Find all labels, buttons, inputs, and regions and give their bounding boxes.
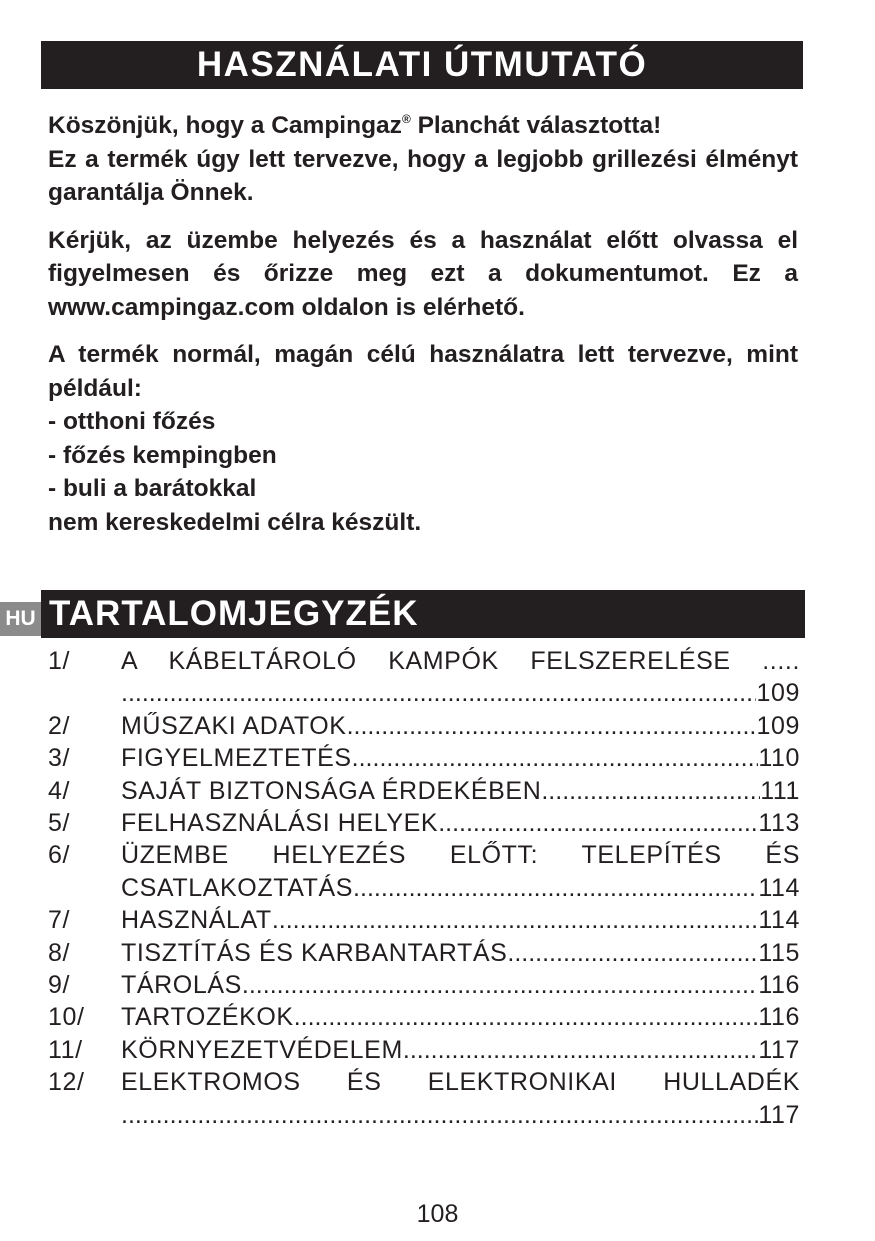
toc-entry-title: FIGYELMEZTETÉS (121, 744, 352, 773)
toc-entry-title: TARTOZÉKOK (121, 1003, 294, 1032)
dot-leader (121, 677, 756, 709)
toc-entry-title: TÁROLÁS (121, 971, 242, 1000)
toc-entry-leader-line (121, 677, 800, 709)
use-list-item: - főzés kempingben (48, 441, 277, 469)
toc-title-banner (41, 590, 805, 638)
toc-entry-leader-line (121, 742, 800, 774)
toc-entry (48, 839, 800, 904)
intended-use-text: A termék normál, magán célú használatra lett tervezve, mint például: (48, 341, 798, 402)
toc-entry-text (121, 710, 800, 742)
toc-entry-title: ÜZEMBE HELYEZÉS ELŐTT: TELEPÍTÉS ÉS (121, 841, 800, 870)
non-commercial-note: nem kereskedelmi célra készült. (48, 508, 422, 536)
toc-entry-number: 10/ (48, 1003, 85, 1032)
toc-entry-leader-line (121, 775, 800, 807)
toc-entry (48, 645, 800, 710)
toc-entry-title: A KÁBELTÁROLÓ KAMPÓK FELSZERELÉSE ..... (121, 647, 800, 675)
toc-entry-title: HASZNÁLAT (121, 906, 272, 935)
toc-entry-leader-line (121, 1099, 800, 1131)
dot-leader (294, 1001, 759, 1033)
dot-leader (121, 1099, 758, 1131)
toc-entry-leader-line (121, 969, 800, 1001)
toc-entry (48, 904, 800, 936)
dot-leader (353, 872, 758, 904)
toc-entry-title: FELHASZNÁLÁSI HELYEK (121, 809, 439, 838)
use-list-item: - otthoni főzés (48, 408, 216, 435)
dot-leader (438, 807, 758, 839)
manual-title-banner (41, 41, 803, 89)
intro-paragraph-read-carefully: Kérjük, az üzembe helyezés és a használat előtt olvassa el figyelmesen és őrizze meg ezt a dokumentumot. Ez a www.campingaz.com oldalon is elérhető. (48, 226, 798, 321)
dot-leader (347, 710, 757, 742)
dot-leader (352, 742, 759, 774)
dot-leader (541, 775, 760, 807)
language-tab: HU (0, 602, 41, 636)
toc-entry-text (121, 742, 800, 774)
toc-title: TARTALOMJEGYZÉK (49, 594, 419, 633)
toc-entry-text (121, 969, 800, 1001)
toc-entry-number: 11/ (48, 1035, 83, 1064)
toc-entry (48, 710, 800, 742)
toc-entry-leader-line (121, 710, 800, 742)
intro-section (48, 109, 798, 539)
toc-entry-page: 109 (756, 679, 800, 708)
toc-entry (48, 807, 800, 839)
toc-entry-leader-line (121, 937, 800, 969)
toc-entry (48, 775, 800, 807)
toc-entry-number: 3/ (48, 744, 71, 773)
toc-entry-text (121, 775, 800, 807)
toc-entry-page: 117 (758, 1035, 800, 1064)
toc-entry-text (121, 645, 800, 710)
toc-entry-leader-line (121, 1001, 800, 1033)
toc-entry-page: 116 (758, 971, 800, 1000)
toc-entry (48, 1066, 800, 1131)
table-of-contents (48, 645, 800, 1131)
toc-entry (48, 937, 800, 969)
toc-entry-number: 1/ (48, 647, 71, 675)
use-list-item: - buli a barátokkal (48, 475, 257, 502)
toc-entry-title: CSATLAKOZTATÁS (121, 873, 354, 902)
toc-entry-page: 116 (758, 1003, 800, 1032)
dot-leader (403, 1034, 758, 1066)
toc-entry (48, 969, 800, 1001)
toc-entry-title: MŰSZAKI ADATOK (121, 711, 347, 740)
intro-paragraph-intended-use (48, 338, 798, 539)
page-number: 108 (416, 1200, 459, 1228)
toc-entry-number: 4/ (48, 776, 71, 805)
toc-entry-leader-line (121, 1034, 800, 1066)
toc-entry-text (121, 1034, 800, 1066)
design-statement: Ez a termék úgy lett tervezve, hogy a legjobb grillezési élményt garantálja Önnek. (48, 145, 798, 206)
dot-leader (507, 937, 758, 969)
toc-entry-number: 8/ (48, 938, 71, 967)
toc-entry-number: 2/ (48, 711, 71, 740)
toc-entry (48, 1001, 800, 1033)
toc-entry-text (121, 1066, 800, 1131)
dot-leader (242, 969, 758, 1001)
toc-entry-page: 113 (758, 809, 800, 838)
registered-mark: ® (401, 112, 411, 126)
toc-entry-number: 12/ (48, 1068, 85, 1097)
toc-entry-title: SAJÁT BIZTONSÁGA ÉRDEKÉBEN (121, 776, 542, 805)
toc-entry (48, 742, 800, 774)
toc-entry-text (121, 1001, 800, 1033)
toc-entry-text (121, 807, 800, 839)
dot-leader (272, 904, 759, 936)
toc-entry-page: 110 (758, 744, 800, 773)
toc-entry-text (121, 904, 800, 936)
toc-entry-page: 117 (758, 1100, 800, 1129)
toc-entry-page: 115 (758, 938, 800, 967)
toc-entry-title: KÖRNYEZETVÉDELEM (121, 1035, 403, 1064)
toc-entry (48, 1034, 800, 1066)
toc-entry-leader-line (121, 872, 800, 904)
toc-entry-page: 109 (756, 711, 800, 740)
toc-entry-page: 114 (758, 873, 800, 902)
intro-paragraph-thanks (48, 109, 798, 210)
toc-entry-title: TISZTÍTÁS ÉS KARBANTARTÁS (121, 938, 508, 967)
toc-entry-page: 111 (760, 776, 800, 805)
toc-entry-number: 6/ (48, 841, 71, 870)
toc-entry-leader-line (121, 807, 800, 839)
toc-entry-text (121, 839, 800, 904)
toc-entry-page: 114 (758, 906, 800, 935)
thanks-line: Köszönjük, hogy a Campingaz® Planchát választotta! (48, 112, 662, 139)
toc-entry-number: 5/ (48, 809, 71, 838)
toc-entry-leader-line (121, 904, 800, 936)
toc-entry-number: 9/ (48, 971, 71, 1000)
toc-entry-title: ELEKTROMOS ÉS ELEKTRONIKAI HULLADÉK (121, 1068, 800, 1097)
manual-title: HASZNÁLATI ÚTMUTATÓ (196, 45, 648, 84)
toc-entry-text (121, 937, 800, 969)
toc-entry-number: 7/ (48, 906, 71, 935)
